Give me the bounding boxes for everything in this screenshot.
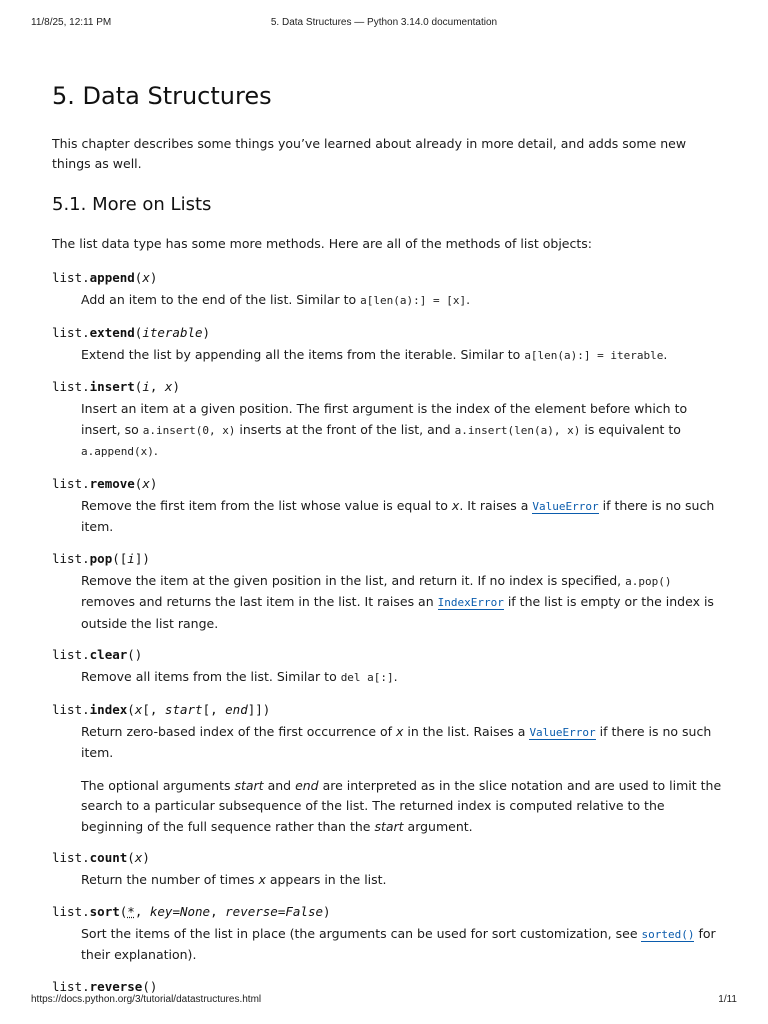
- sig-param: key=None: [149, 903, 211, 919]
- sig-keyword-only-marker[interactable]: *: [127, 903, 135, 919]
- sig-param: start: [164, 701, 203, 717]
- sig-param: x: [164, 379, 173, 394]
- inline-code: a.insert(len(a), x): [454, 423, 581, 437]
- sig-paren: (: [134, 270, 143, 285]
- sig-object: list.: [52, 701, 90, 717]
- inline-code: a.append(x): [81, 445, 154, 458]
- method-description-pop: [81, 571, 722, 635]
- page-title: 5. Data Structures: [52, 82, 272, 110]
- method-signature-sort: [52, 902, 722, 921]
- sig-method-name: clear: [89, 647, 128, 662]
- sig-param: reverse=False: [225, 903, 323, 919]
- method-count: [52, 848, 722, 891]
- sig-method-name: insert: [89, 379, 135, 394]
- sig-method-name: remove: [89, 475, 135, 491]
- valueerror-link[interactable]: ValueError: [532, 499, 599, 513]
- sig-method-name: reverse: [89, 978, 143, 994]
- document-content: [52, 80, 722, 1007]
- emphasis: x: [451, 497, 460, 513]
- sig-param: i: [127, 550, 135, 566]
- sig-param: x: [134, 701, 143, 717]
- sig-method-name: count: [89, 850, 128, 865]
- print-page-title: 5. Data Structures — Python 3.14.0 documentation: [270, 17, 498, 28]
- sig-object: list.: [52, 850, 90, 865]
- sig-param: iterable: [142, 324, 203, 340]
- desc-text: if the list is empty or the index is outside the list range.: [81, 594, 714, 631]
- sig-method-name: pop: [89, 550, 113, 566]
- intro-paragraph: This chapter describes some things you’ve learned about already in more detail, and adds some new things as well.: [52, 136, 687, 171]
- desc-text: are interpreted as in the slice notation and are used to limit the search to a particular subsequence of the list. The returned index is computed relative to the beginning of the full sequence rather than the: [81, 777, 722, 834]
- desc-text: . It raises a: [459, 497, 533, 513]
- desc-text: argument.: [403, 818, 473, 834]
- desc-text: and: [263, 777, 296, 793]
- sig-optional-bracket: [,: [202, 701, 226, 717]
- print-header: [0, 17, 768, 31]
- method-description-insert: [81, 399, 722, 463]
- sig-paren: (): [127, 647, 143, 662]
- sig-optional-bracket: [,: [142, 701, 165, 717]
- sig-paren: ): [202, 324, 211, 340]
- desc-text: inserts at the front of the list, and: [235, 421, 455, 437]
- sig-method-name: sort: [89, 903, 120, 919]
- method-description-index: [81, 722, 722, 838]
- sig-paren: ]]): [247, 701, 271, 717]
- sig-object: list.: [52, 270, 90, 285]
- valueerror-link[interactable]: ValueError: [529, 725, 596, 739]
- sig-object: list.: [52, 550, 90, 566]
- method-signature-insert: [52, 377, 722, 396]
- index-paragraph-1: [81, 722, 722, 764]
- desc-text: Return the number of times: [81, 872, 259, 887]
- method-pop: [52, 549, 722, 635]
- sig-paren: ]): [134, 550, 150, 566]
- sig-param: end: [225, 701, 248, 717]
- sig-method-name: extend: [89, 324, 135, 340]
- sig-object: list.: [52, 475, 90, 491]
- method-description-extend: [81, 345, 722, 367]
- inline-code: a.pop(): [625, 574, 672, 588]
- method-signature-pop: [52, 549, 722, 568]
- method-remove: [52, 474, 722, 538]
- method-clear: [52, 645, 722, 689]
- desc-text: if there is no such item.: [81, 723, 712, 760]
- desc-text: if there is no such item.: [81, 497, 715, 534]
- section-heading-more-on-lists: 5.1. More on Lists: [52, 194, 212, 215]
- emphasis: end: [295, 777, 319, 793]
- sig-paren: (: [134, 379, 143, 394]
- method-description-remove: [81, 496, 722, 538]
- sig-separator: ,: [134, 903, 150, 919]
- desc-text: Return zero-based index of the first occurrence of: [81, 723, 397, 739]
- desc-text: The optional arguments: [81, 777, 235, 793]
- method-signature-count: [52, 848, 722, 867]
- desc-text: appears in the list.: [265, 872, 387, 887]
- method-signature-index: [52, 700, 722, 719]
- sig-method-name: append: [89, 270, 135, 285]
- method-description-count: [81, 870, 722, 891]
- method-signature-reverse: [52, 977, 722, 996]
- sig-paren: (: [134, 475, 143, 491]
- method-signature-append: [52, 268, 722, 287]
- emphasis: x: [396, 723, 404, 739]
- method-sort: [52, 902, 722, 966]
- desc-text: for their explanation).: [81, 925, 716, 962]
- print-date: 11/8/25, 12:11 PM: [31, 17, 112, 28]
- sorted-link[interactable]: sorted(): [641, 927, 695, 941]
- sig-separator: ,: [149, 379, 165, 394]
- method-description-append: [81, 290, 722, 312]
- method-signature-remove: [52, 474, 722, 493]
- desc-text: .: [663, 346, 668, 362]
- sig-param: x: [134, 850, 143, 865]
- inline-code: a[len(a):] = [x]: [360, 294, 467, 307]
- desc-text: removes and returns the last item in the list. It raises an: [81, 594, 438, 609]
- sig-paren: (: [134, 324, 143, 340]
- method-description-clear: [81, 667, 722, 689]
- sig-method-name: index: [89, 701, 128, 717]
- sig-paren: ): [172, 379, 180, 394]
- emphasis: start: [234, 777, 264, 793]
- sig-object: list.: [52, 379, 90, 394]
- sig-param: i: [142, 379, 150, 394]
- desc-text: .: [466, 292, 471, 307]
- index-paragraph-2: [81, 776, 722, 838]
- indexerror-link[interactable]: IndexError: [437, 596, 504, 609]
- method-signature-clear: [52, 645, 722, 664]
- sig-object: list.: [52, 324, 90, 340]
- desc-text: Sort the items of the list in place (the arguments can be used for sort customization, see: [81, 925, 642, 941]
- sig-paren: ): [142, 850, 150, 865]
- sig-paren: (: [127, 701, 135, 717]
- method-append: [52, 268, 722, 312]
- sig-param: x: [142, 475, 150, 491]
- sig-paren: (): [142, 978, 158, 994]
- desc-text: .: [153, 443, 158, 458]
- sig-object: list.: [52, 647, 90, 662]
- print-footer: [0, 994, 768, 1008]
- sig-separator: ,: [210, 903, 226, 919]
- sig-paren: (: [127, 850, 135, 865]
- inline-code: del a[:]: [340, 671, 394, 684]
- print-url: https://docs.python.org/3/tutorial/datastructures.html: [31, 994, 262, 1005]
- desc-text: Remove all items from the list. Similar to: [81, 669, 341, 684]
- method-signature-extend: [52, 323, 722, 342]
- sig-object: list.: [52, 903, 90, 919]
- inline-code: a[len(a):] = iterable: [524, 348, 664, 362]
- desc-text: Insert an item at a given position. The first argument is the index of the element before which to insert, so: [81, 401, 688, 437]
- desc-text: is equivalent to: [580, 421, 681, 437]
- desc-text: Remove the item at the given position in the list, and return it. If no index is specified,: [81, 572, 626, 588]
- sig-paren: ): [323, 903, 331, 919]
- page-number: 1/11: [718, 994, 737, 1005]
- method-description-sort: [81, 924, 722, 966]
- emphasis: start: [374, 818, 404, 834]
- desc-text: Remove the first item from the list whose value is equal to: [81, 497, 452, 513]
- sig-object: list.: [52, 978, 90, 994]
- desc-text: .: [393, 669, 398, 684]
- method-index: [52, 700, 722, 838]
- method-reverse: [52, 977, 722, 996]
- emphasis: x: [258, 872, 266, 887]
- desc-text: Add an item to the end of the list. Similar to: [81, 292, 361, 307]
- method-extend: [52, 323, 722, 367]
- sig-paren: ): [149, 475, 158, 491]
- inline-code: a.insert(0, x): [142, 423, 236, 437]
- method-insert: [52, 377, 722, 463]
- sig-paren: (: [119, 903, 128, 919]
- lists-lead-paragraph: The list data type has some more methods. Here are all of the methods of list objects:: [52, 236, 592, 251]
- desc-text: in the list. Raises a: [403, 723, 530, 739]
- sig-paren: ([: [112, 550, 128, 566]
- desc-text: Extend the list by appending all the items from the iterable. Similar to: [81, 346, 525, 362]
- sig-paren: ): [149, 270, 158, 285]
- sig-param: x: [142, 270, 150, 285]
